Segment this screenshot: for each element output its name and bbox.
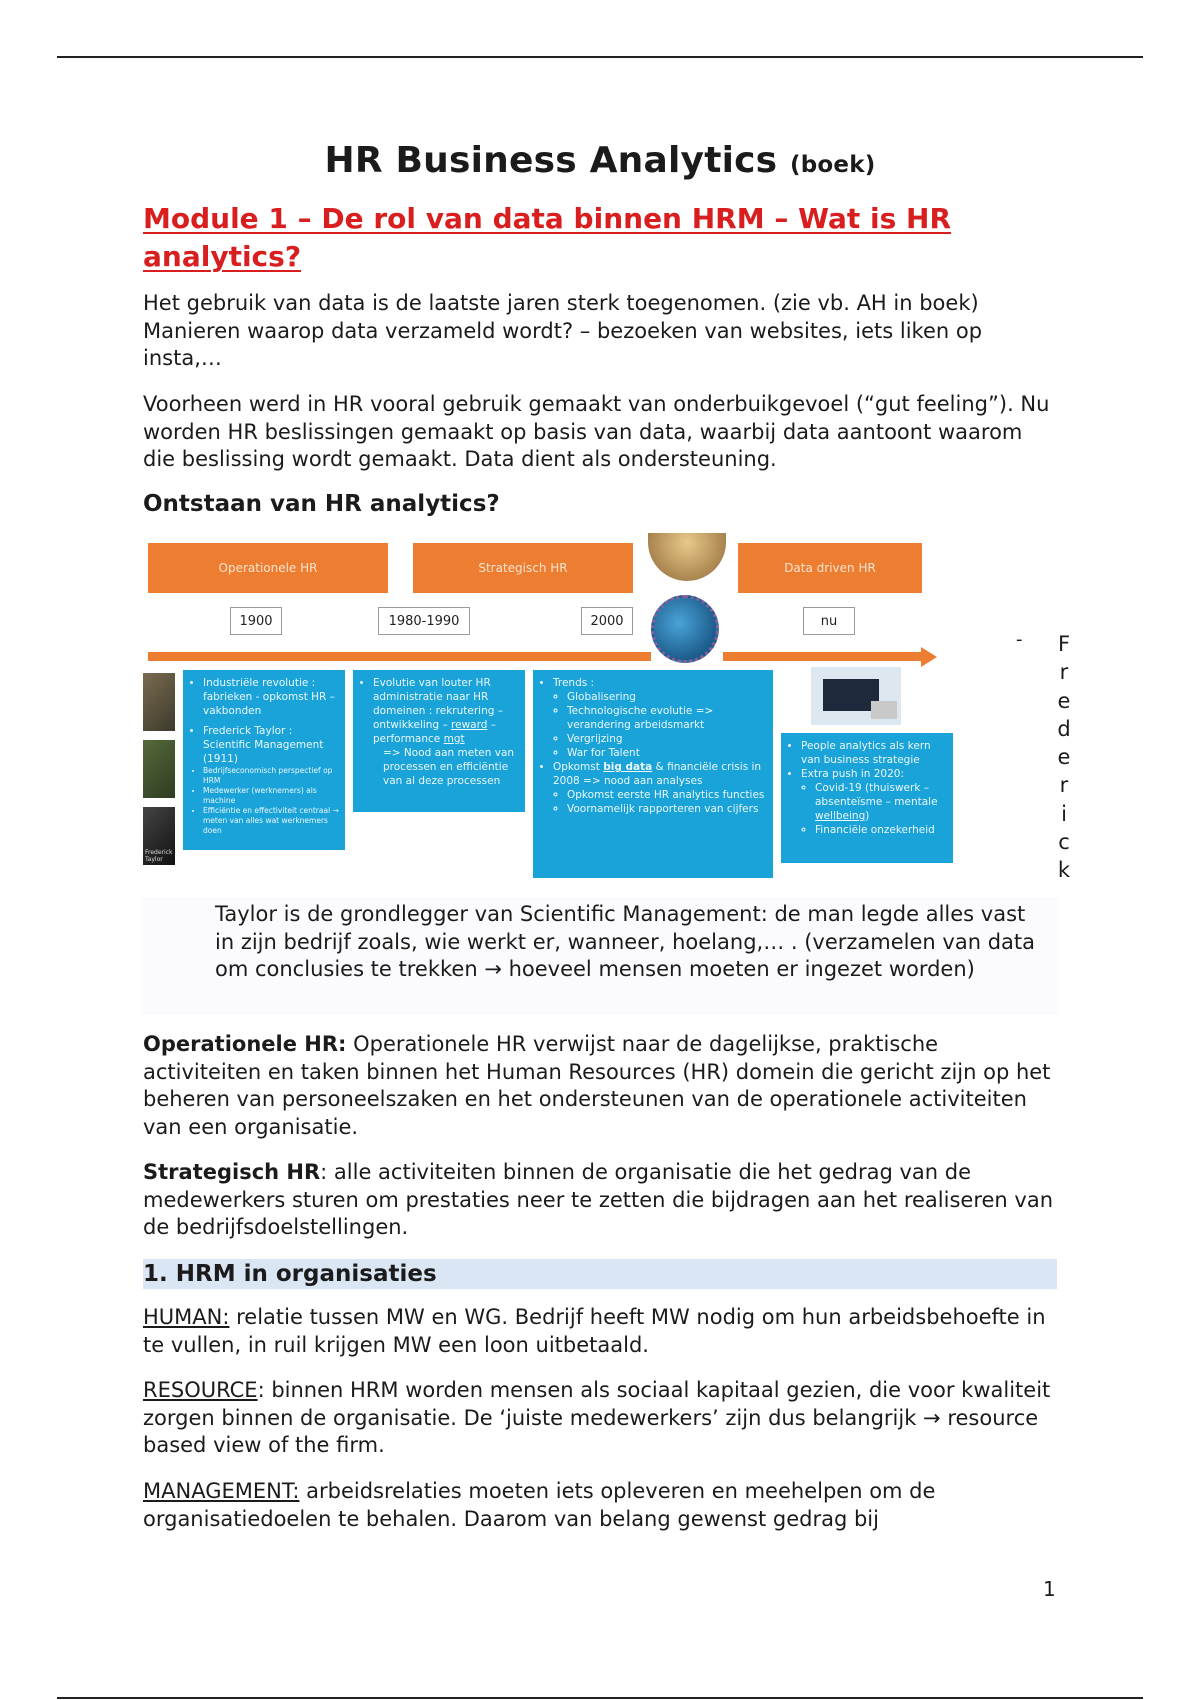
box3-bigdata: big data (603, 761, 653, 773)
strategic-text: : alle activiteiten binnen de organisatie die het gedrag van de medewerkers sturen om prestaties neer te zetten die bijdragen aan het realiseren van de bedrijfsdoelstellingen. (143, 1160, 1054, 1239)
side-letter: e (1057, 688, 1071, 713)
timeline-arrow-right (723, 652, 923, 661)
taylor-quote: Taylor is de grondlegger van Scientific Management: de man legde alles vast in zijn bedrijf zoals, wie werkt er, wanneer, hoelang,… . (verzamelen van data om conclusies te trekken → hoeveel mensen moeten er ingezet worden) (215, 902, 1035, 981)
side-letter: r (1059, 773, 1069, 798)
box1-item: • Industriële revolutie : fabrieken - opkomst HR – vakbonden (203, 676, 339, 718)
timeline-arrow-left (148, 652, 651, 661)
operational-definition (143, 1031, 1057, 1141)
box3-item (553, 760, 767, 816)
box3-subitem: ◦ Globalisering (567, 690, 767, 704)
side-vertical-name (1054, 630, 1074, 885)
box1-item: • Efficiëntie en effectiviteit centraal → meten van alles wat werknemers doen (203, 806, 339, 836)
resource-label: RESOURCE (143, 1378, 258, 1402)
box1-item: • Medewerker (werknemers) als machine (203, 786, 339, 806)
side-letter: F (1057, 632, 1071, 656)
box4-subitem: ◦ Financiële onzekerheid (815, 823, 947, 837)
box4-text: ) (865, 810, 870, 822)
side-dash: - (1016, 629, 1023, 650)
box2-item (373, 676, 519, 788)
factory-photo (143, 673, 175, 731)
intro-paragraph-2: Voorheen werd in HR vooral gebruik gemaakt van onderbuikgevoel (“gut feeling”). Nu worden HR beslissingen gemaakt op basis van data, waarbij data aantoont waarom die beslissing wordt gemaakt. Data dient als ondersteuning. (143, 392, 1050, 471)
box4-text: Covid-19 (thuiswerk – absenteïsme – mentale (815, 782, 938, 808)
resource-text: : binnen HRM worden mensen als sociaal kapitaal gezien, die voor kwaliteit zorgen binnen de organisatie. De ‘juiste medewerkers’ zijn dus belangrijk → resource based view of the firm. (143, 1378, 1051, 1457)
origin-heading: Ontstaan van HR analytics? (143, 491, 500, 517)
timeline-box-data-driven (781, 733, 953, 863)
human-text: relatie tussen MW en WG. Bedrijf heeft MW nodig om hun arbeidsbehoefte in te vullen, in ruil krijgen MW een loon uitbetaald. (143, 1305, 1046, 1357)
taylor-photo (143, 807, 175, 865)
side-letter: r (1059, 660, 1069, 685)
box4-wellbeing: wellbeing (815, 810, 866, 822)
box3-subitem: ◦ Opkomst eerste HR analytics functies (567, 788, 767, 802)
box4-item (801, 767, 947, 837)
box4-subitem (815, 781, 947, 823)
side-letter: c (1058, 830, 1070, 855)
management-paragraph (143, 1478, 1057, 1533)
taylor-photo-caption: Frederick Taylor (145, 849, 173, 863)
bottom-rule (57, 1697, 1143, 1699)
human-label: HUMAN: (143, 1305, 230, 1329)
box2-mgt: mgt (443, 733, 465, 745)
management-text: arbeidsrelaties moeten iets opleveren en meehelpen om de organisatiedoelen te behalen. Daarom van belang gewenst gedrag bij (143, 1479, 936, 1531)
globe-icon (651, 595, 719, 663)
phase-strategic: Strategisch HR (413, 543, 633, 593)
tablet-card (871, 701, 897, 719)
box3-subitem: ◦ War for Talent (567, 746, 767, 760)
resource-paragraph (143, 1377, 1057, 1460)
box2-text: – performance (373, 719, 496, 745)
box1-item: • Bedrijfseconomisch perspectief op HRM (203, 766, 339, 786)
box2-text: Evolutie van louter HR administratie naar HR domeinen : rekrutering – ontwikkeling – (373, 677, 503, 731)
page-number: 1 (1043, 1577, 1056, 1601)
phase-operational: Operationele HR (148, 543, 388, 593)
box3-item (553, 676, 767, 760)
arrowhead-icon (921, 647, 937, 667)
side-letter: i (1061, 801, 1067, 826)
box2-note: => Nood aan meten van processen en efficiëntie van al deze processen (383, 747, 515, 787)
intro-paragraph-1: Het gebruik van data is de laatste jaren sterk toegenomen. (zie vb. AH in boek) Manieren waarop data verzameld wordt? – bezoeken van websites, iets liken op insta,… (143, 291, 983, 370)
timeline-box-strategic (353, 670, 525, 812)
medal-icon (648, 533, 726, 581)
management-label: MANAGEMENT: (143, 1479, 300, 1503)
module-heading: Module 1 – De rol van data binnen HRM – Wat is HR analytics? (143, 202, 952, 273)
strategic-label: Strategisch HR (143, 1160, 321, 1184)
top-rule (57, 56, 1143, 58)
section-number: 1. (143, 1261, 168, 1287)
box4-text: Extra push in 2020: (801, 768, 905, 780)
side-letter: k (1057, 858, 1071, 883)
side-letter: e (1057, 745, 1071, 770)
box3-text: & financiële crisis in 2008 => nood aan analyses (553, 761, 762, 787)
title-text: HR Business Analytics (324, 140, 778, 181)
box4-item: • People analytics als kern van business strategie (801, 739, 947, 767)
timeline-figure (143, 535, 993, 885)
section-heading-hrm (143, 1259, 1057, 1289)
title-suffix: (boek) (790, 152, 876, 178)
box1-item: • Frederick Taylor : Scientific Management (1911) (203, 724, 339, 766)
timeline-box-operational (183, 670, 345, 850)
year-1980-1990: 1980-1990 (378, 607, 470, 635)
workers-photo (143, 740, 175, 798)
year-nu: nu (803, 607, 855, 635)
human-paragraph (143, 1304, 1057, 1359)
phase-data-driven: Data driven HR (738, 543, 922, 593)
page-title (143, 140, 1057, 181)
box3-subitem: ◦ Technologische evolutie => verandering arbeidsmarkt (567, 704, 767, 732)
box3-subitem: ◦ Vergrijzing (567, 732, 767, 746)
year-1900: 1900 (230, 607, 282, 635)
box2-reward: reward (451, 719, 488, 731)
operational-text: Operationele HR verwijst naar de dagelijkse, praktische activiteiten en taken binnen het Human Resources (HR) domein die gericht zijn op het beheren van personeelszaken en het ondersteunen van de operationele activiteiten van een organisatie. (143, 1032, 1051, 1139)
box3-subitem: ◦ Voornamelijk rapporteren van cijfers (567, 802, 767, 816)
side-letter: d (1057, 716, 1071, 741)
operational-label: Operationele HR: (143, 1032, 347, 1056)
year-2000: 2000 (581, 607, 633, 635)
section-title: HRM in organisaties (175, 1261, 437, 1287)
timeline-box-trends (533, 670, 773, 878)
box3-text: Opkomst (553, 761, 604, 773)
box3-trends-label: Trends : (553, 677, 595, 689)
tablet-image (811, 667, 901, 725)
strategic-definition (143, 1159, 1057, 1242)
